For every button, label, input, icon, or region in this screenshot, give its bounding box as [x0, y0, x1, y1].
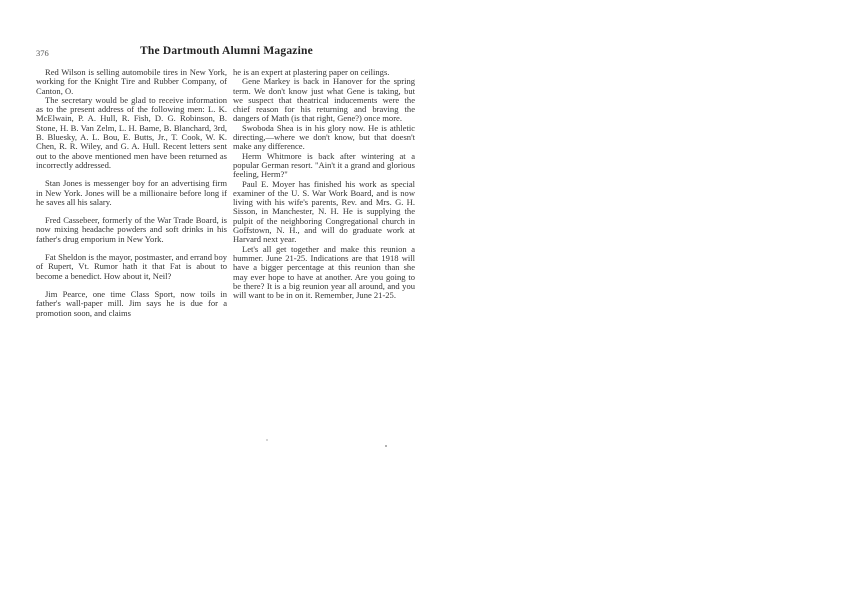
paragraph-herm-whitmore: Herm Whitmore is back after wintering at a popular German resort. "Ain't it a grand and glorious feeling, Herm?"	[233, 150, 415, 180]
left-column	[36, 68, 227, 318]
paragraph-jim-pearce-continued: he is an expert at plastering paper on ceilings.	[233, 67, 390, 77]
paragraph-red-wilson: Red Wilson is selling automobile tires in New York, working for the Knight Tire and Rubber Company, of Canton, O.	[36, 67, 227, 96]
paragraph-fred-cassebeer: Fred Cassebeer, formerly of the War Trade Board, is now mixing headache powders and soft drinks in his father's drug emporium in New York.	[36, 215, 227, 244]
paragraph-secretary-notice: The secretary would be glad to receive information as to the present address of the following men: L. K. McElwain, P. A. Hull, R. Fish, D. G. Robinson, B. Stone, H. B. Van Zelm, L. H. Bame, B. Blanchard, 3rd, B. Bluesky, A. L. Bou, E. Butts, Jr., T. Cook, W. K. Chen, R. R. Wiley, and G. A. Hull. Recent letters sent out to the above mentioned men have been returned as incorrectly addressed.	[36, 94, 227, 170]
running-head-title: The Dartmouth Alumni Magazine	[140, 45, 313, 57]
scan-speck	[266, 439, 268, 441]
paragraph-paul-moyer: Paul E. Moyer has finished his work as special examiner of the U. S. War Work Board, and is now living with his wife's parents, Rev. and Mrs. G. H. Sisson, in Manchester, N. H. He is supplying the pulpit of the neighboring Congregational church in Goffstown, N. H., and will do graduate work at Harvard next year.	[233, 178, 415, 245]
paragraph-reunion: Let's all get together and make this reunion a hummer. June 21-25. Indications are that 1918 will have a bigger percentage at this reunion than she may ever hope to have at another. Are you going to be there? It is a big reunion year all around, and you will want to be in on it. Remember, June 21-25.	[233, 243, 415, 301]
page-number: 376	[36, 48, 49, 58]
paragraph-fat-sheldon: Fat Sheldon is the mayor, postmaster, and errand boy of Rupert, Vt. Rumor hath it that Fat is about to become a benedict. How about it, Neil?	[36, 252, 227, 281]
scan-speck	[385, 445, 387, 447]
paragraph-stan-jones: Stan Jones is messenger boy for an advertising firm in New York. Jones will be a millionaire before long if he saves all his salary.	[36, 178, 227, 207]
paragraph-gene-markey: Gene Markey is back in Hanover for the spring term. We don't know just what Gene is taking, but we suspect that theatrical inducements were the chief reason for his returning and braving the dangers of Math (is that right, Gene?) once more.	[233, 76, 415, 124]
paragraph-swoboda-shea: Swoboda Shea is in his glory now. He is athletic directing,—where we don't know, but that doesn't make any difference.	[233, 122, 415, 152]
right-column	[233, 68, 415, 300]
paragraph-jim-pearce: Jim Pearce, one time Class Sport, now toils in father's wall-paper mill. Jim says he is due for a promotion soon, and claims	[36, 288, 227, 318]
